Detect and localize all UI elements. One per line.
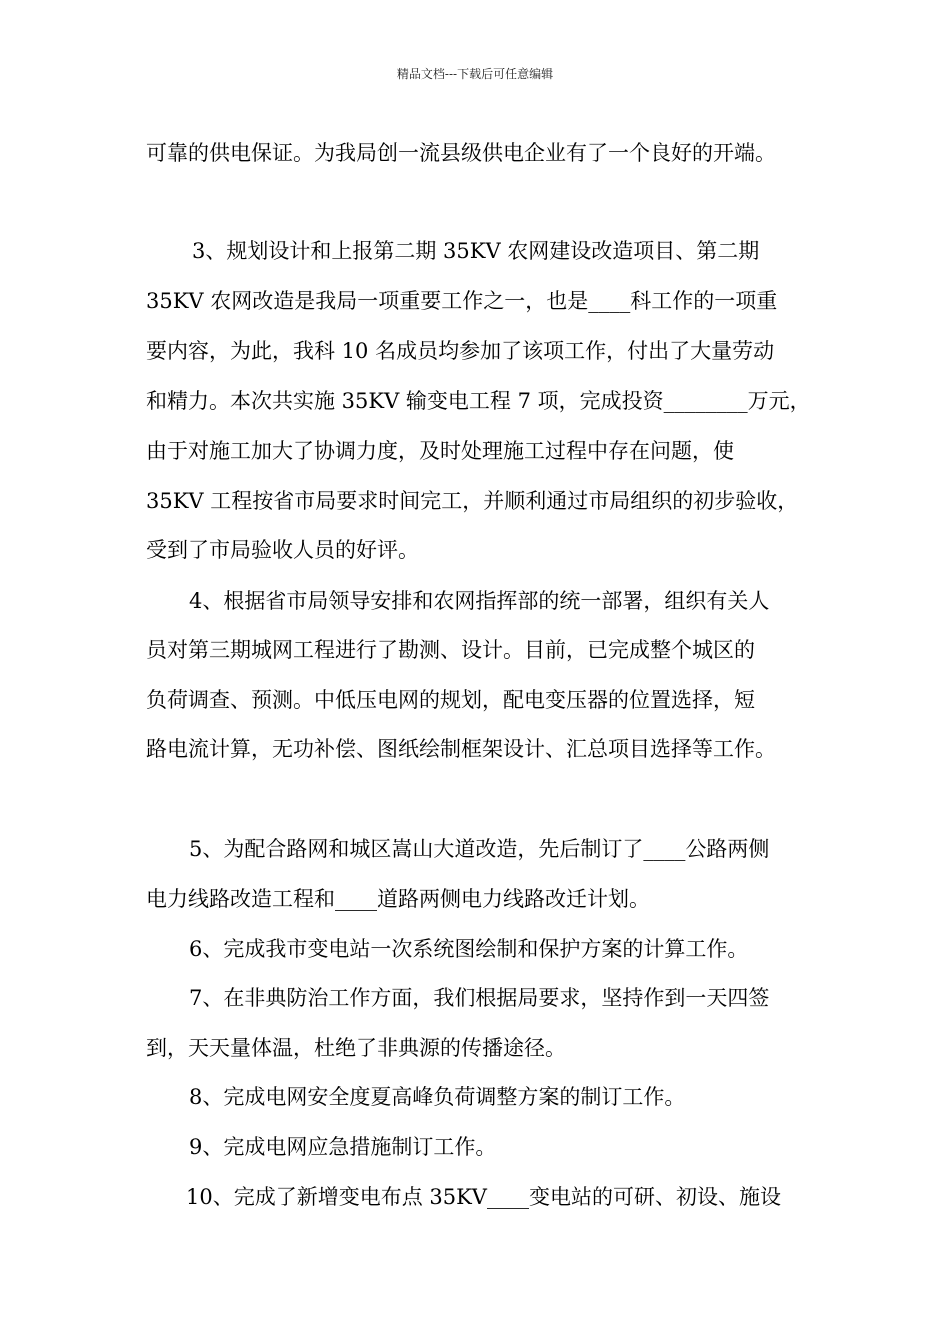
- text-line: 8、完成电网安全度夏高峰负荷调整方案的制订工作。: [189, 1085, 686, 1109]
- text-line: 员对第三期城网工程进行了勘测、设计。目前，已完成整个城区的: [146, 638, 755, 662]
- text-line: 7、在非典防治工作方面，我们根据局要求，坚持作到一天四签: [189, 986, 770, 1010]
- text-line: 4、根据省市局领导安排和农网指挥部的统一部署，组织有关人: [189, 589, 770, 613]
- text-line: 和精力。本次共实施 35KV 输变电工程 7 项，完成投资________万元，: [146, 389, 811, 413]
- text-line: 负荷调查、预测。中低压电网的规划，配电变压器的位置选择，短: [146, 688, 755, 712]
- text-line: 9、完成电网应急措施制订工作。: [189, 1135, 497, 1159]
- text-line: 要内容，为此，我科 10 名成员均参加了该项工作，付出了大量劳动: [146, 339, 775, 363]
- text-line: 电力线路改造工程和____道路两侧电力线路改迁计划。: [146, 887, 650, 911]
- text-line: 路电流计算，无功补偿、图纸绘制框架设计、汇总项目选择等工作。: [146, 737, 776, 761]
- text-line: 5、为配合路网和城区嵩山大道改造，先后制订了____公路两侧: [189, 837, 770, 861]
- page-header: 精品文档---下载后可任意编辑: [396, 67, 554, 81]
- text-line: 受到了市局验收人员的好评。: [146, 538, 419, 562]
- text-line: 35KV 农网改造是我局一项重要工作之一，也是____科工作的一项重: [146, 289, 778, 313]
- text-line: 3、规划设计和上报第二期 35KV 农网建设改造项目、第二期: [192, 239, 760, 263]
- text-line: 6、完成我市变电站一次系统图绘制和保护方案的计算工作。: [189, 937, 749, 961]
- text-line: 到，天天量体温，杜绝了非典源的传播途径。: [146, 1036, 566, 1060]
- text-line: 35KV 工程按省市局要求时间完工，并顺利通过市局组织的初步验收，: [146, 489, 799, 513]
- text-line: 由于对施工加大了协调力度，及时处理施工过程中存在问题，使: [146, 439, 734, 463]
- text-line: 10、完成了新增变电布点 35KV____变电站的可研、初设、施设: [186, 1185, 781, 1209]
- text-line: 可靠的供电保证。为我局创一流县级供电企业有了一个良好的开端。: [146, 141, 776, 165]
